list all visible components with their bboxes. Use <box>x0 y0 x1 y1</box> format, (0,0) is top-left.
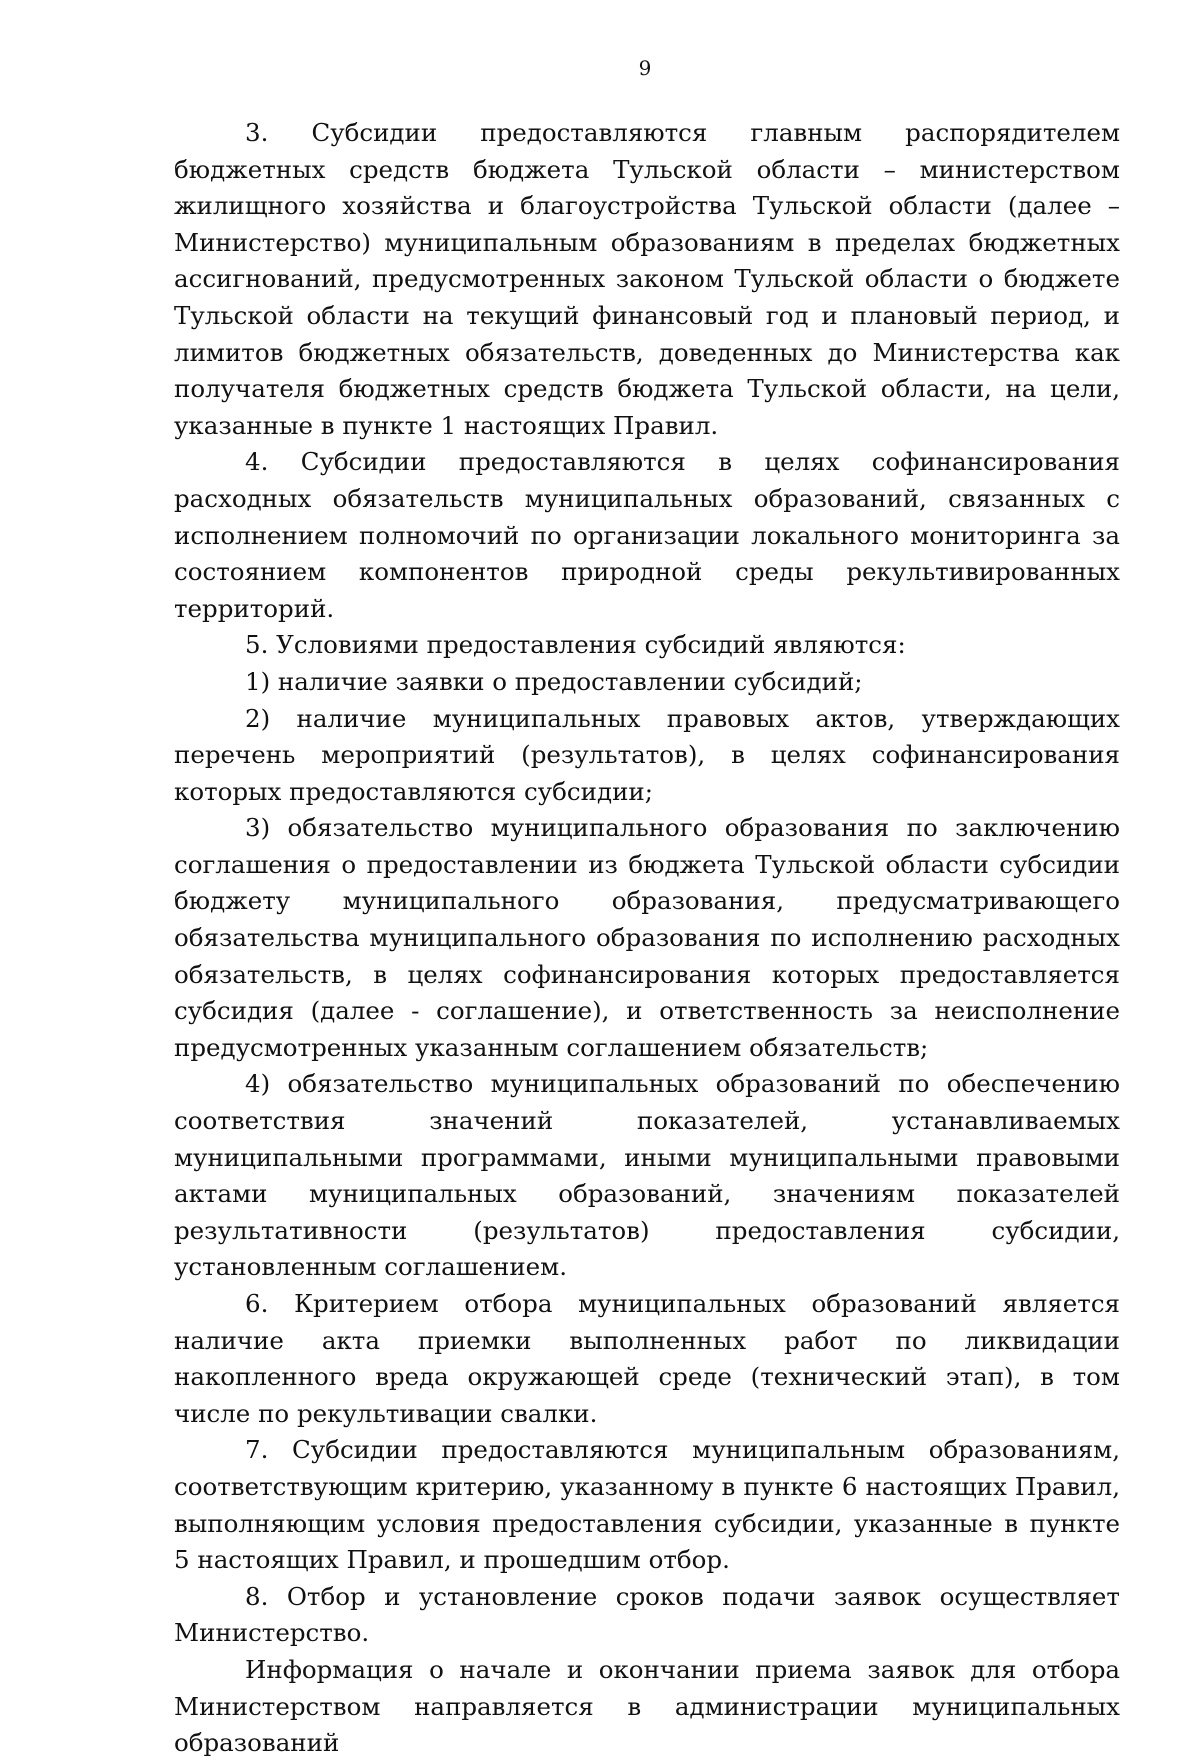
condition-2-legal-acts: 2) наличие муниципальных правовых актов, утверждающих перечень мероприятий (результатов), в целях софинансирования которых предоставляются субсидии; <box>174 703 1120 806</box>
condition-4-indicators: 4) обязательство муниципальных образований по обеспечению соответствия значений показателей, устанавливаемых муниципальными программами, иными муниципальными правовыми актами муниципальных образований, значениям показателей результативности (результатов) предоставления субсидии, установленным соглашением. <box>174 1069 1120 1282</box>
paragraph-application-info: Информация о начале и окончании приема заявок для отбора Министерством направляется в администрации муниципальных образований <box>174 1654 1120 1758</box>
paragraph-3-subsidy-provider: 3. Субсидии предоставляются главным распорядителем бюджетных средств бюджета Тульской области – министерством жилищного хозяйства и благоустройства Тульской области (далее – Министерство) муниципальным образованиям в пределах бюджетных ассигнований, предусмотренных законом Тульской области о бюджете Тульской области на текущий финансовый год и плановый период, и лимитов бюджетных обязательств, доведенных до Министерства как получателя бюджетных средств бюджета Тульской области, на цели, указанные в пункте 1 настоящих Правил. <box>174 118 1120 440</box>
paragraph-7-eligible-recipients: 7. Субсидии предоставляются муниципальным образованиям, соответствующим критерию, указанному в пункте 6 настоящих Правил, выполняющим условия предоставления субсидии, указанные в пункте 5 настоящих Правил, и прошедшим отбор. <box>174 1435 1120 1575</box>
paragraph-4-subsidy-purpose: 4. Субсидии предоставляются в целях софинансирования расходных обязательств муниципальных образований, связанных с исполнением полномочий по организации локального мониторинга за состоянием компонентов природной среды рекультивированных территорий. <box>174 447 1120 623</box>
document-body <box>174 115 1120 1762</box>
paragraph-5-conditions-heading: 5. Условиями предоставления субсидий являются: <box>245 630 906 660</box>
page-number: 9 <box>638 56 652 80</box>
paragraph-8-selection-authority: 8. Отбор и установление сроков подачи заявок осуществляет Министерство. <box>174 1581 1120 1648</box>
condition-1-application: 1) наличие заявки о предоставлении субсидий; <box>245 666 863 696</box>
paragraph-6-selection-criterion: 6. Критерием отбора муниципальных образований является наличие акта приемки выполненных работ по ликвидации накопленного вреда окружающей среде (технический этап), в том числе по рекультивации свалки. <box>174 1289 1120 1428</box>
condition-3-agreement: 3) обязательство муниципального образования по заключению соглашения о предоставлении из бюджета Тульской области субсидии бюджету муниципального образования, предусматривающего обязательства муниципального образования по исполнению расходных обязательств, в целях софинансирования которых предоставляется субсидия (далее - соглашение), и ответственность за неисполнение предусмотренных указанным соглашением обязательств; <box>174 813 1120 1062</box>
